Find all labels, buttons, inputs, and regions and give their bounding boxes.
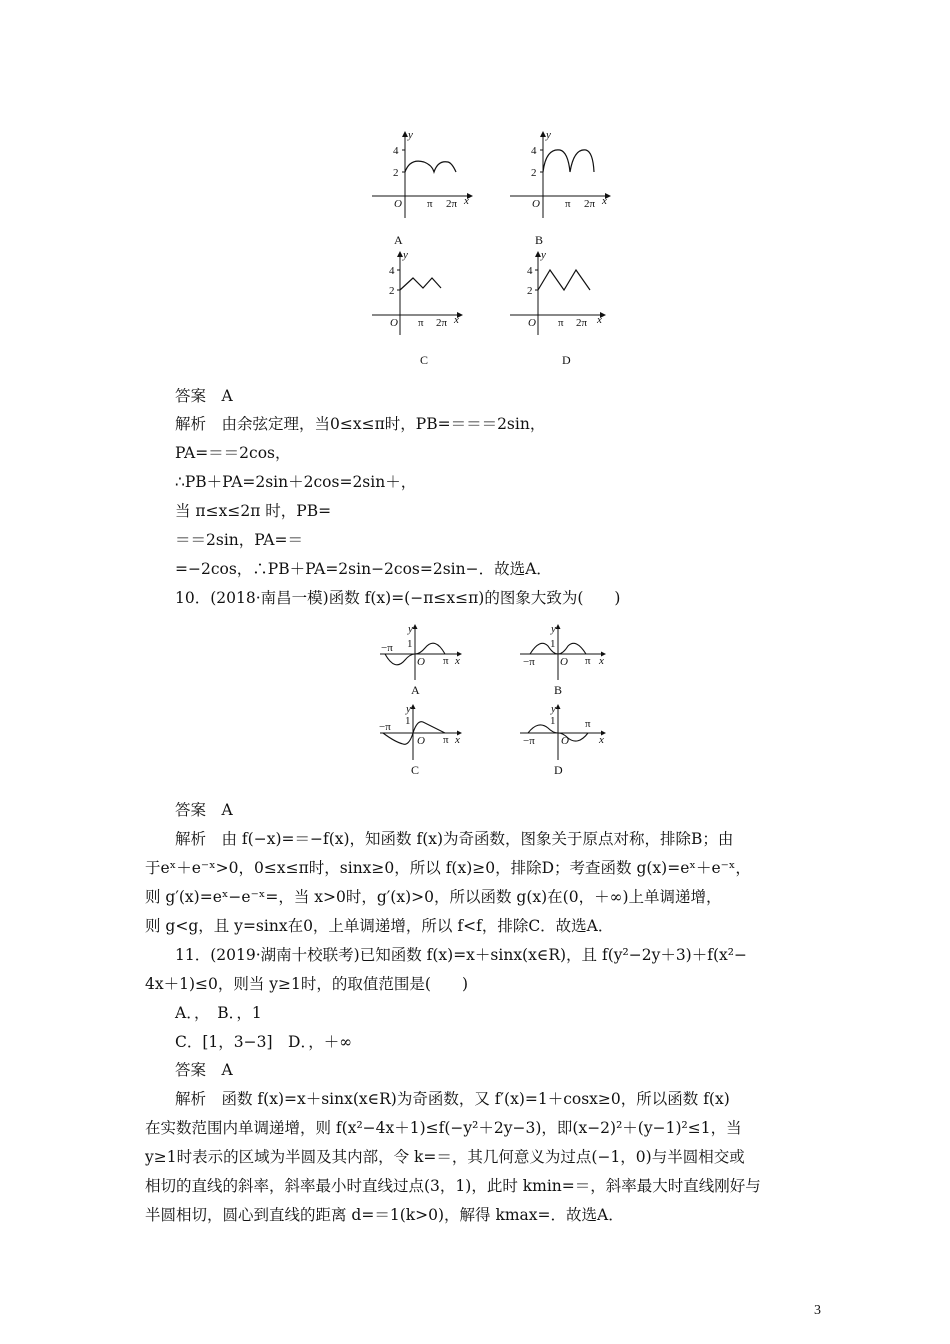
tick-4: 4 (531, 145, 537, 157)
tick-2pi: 2π (576, 317, 588, 329)
analysis-11-line-4: 相切的直线的斜率，斜率最小时直线过点(3，1)，此时 kmin=＝，斜率最大时直线刚好与 (145, 1177, 761, 1195)
question-11-line-1: 11．(2019·湖南十校联考)已知函数 f(x)=x＋sinx(x∈R)，且 f(y²−2y＋3)＋f(x²− (175, 946, 747, 964)
axis-x-label: x (602, 195, 607, 207)
origin-label: O (417, 656, 425, 668)
axis-y-label: y (551, 623, 556, 635)
axis-x-label: x (454, 314, 459, 326)
answer-9: 答案 A (175, 387, 233, 405)
axis-x-label: x (455, 734, 460, 746)
axis-y-label: y (546, 129, 551, 141)
tick-one: 1 (550, 638, 556, 650)
tick-2: 2 (393, 167, 399, 179)
tick-4: 4 (527, 265, 533, 277)
tick-2: 2 (389, 285, 395, 297)
caption-d: D (562, 353, 571, 367)
origin-label: O (390, 317, 398, 329)
axis-y-label: y (408, 129, 413, 141)
tick-2pi: 2π (436, 317, 448, 329)
axis-y-label: y (541, 249, 546, 261)
origin-label: O (532, 198, 540, 210)
origin-label: O (528, 317, 536, 329)
analysis-11-line-1: 解析 函数 f(x)=x＋sinx(x∈R)为奇函数，又 f′(x)=1＋cosx≥0，所以函数 f(x) (175, 1090, 730, 1108)
page-number: 3 (814, 1303, 821, 1318)
choices-c-d: C．[1，3−3] D．，＋∞ (175, 1033, 353, 1051)
origin-label: O (394, 198, 402, 210)
analysis-9-line-2: PA=＝＝2cos， (175, 444, 291, 462)
graph-c (372, 252, 462, 335)
answer-10: 答案 A (175, 801, 233, 819)
analysis-10-line-3: 则 g′(x)=eˣ−e⁻ˣ=，当 x>0时，g′(x)>0，所以函数 g(x)在(0，＋∞)上单调递增， (145, 888, 722, 906)
axis-x-label: x (597, 314, 602, 326)
tick-2: 2 (527, 285, 533, 297)
graph-b (520, 625, 605, 680)
tick-pi: π (427, 198, 433, 210)
analysis-9-line-5: ＝＝2sin，PA=＝ (175, 531, 303, 549)
figure-graphs-problem-9 (360, 120, 620, 370)
analysis-9-line-4: 当 π≤x≤2π 时，PB= (175, 502, 332, 520)
axis-x-label: x (455, 655, 460, 667)
caption-b: B (535, 233, 544, 247)
question-11-line-2: 4x＋1)≤0，则当 y≥1时，的取值范围是( ) (145, 975, 468, 993)
choices-a-b: A．， B．，1 (175, 1004, 262, 1022)
tick-4: 4 (393, 145, 399, 157)
axis-x-label: x (599, 734, 604, 746)
origin-label: O (417, 735, 425, 747)
tick-neg-pi: −π (379, 721, 391, 733)
analysis-10-line-4: 则 g<g，且 y=sinx在0，上单调递增，所以 f<f，排除C．故选A． (145, 917, 614, 935)
tick-4: 4 (389, 265, 395, 277)
axis-y-label: y (406, 703, 411, 715)
graph-c (380, 705, 461, 760)
axis-x-label: x (599, 655, 604, 667)
analysis-11-line-2: 在实数范围内单调递增，则 f(x²−4x＋1)≤f(−y²＋2y−3)，即(x−2)²＋(y−1)²≤1，当 (145, 1119, 742, 1137)
tick-pi: π (585, 718, 591, 730)
analysis-9-line-6: =−2cos，∴PB＋PA=2sin−2cos=2sin−．故选A． (175, 560, 552, 578)
tick-pi: π (585, 655, 591, 667)
analysis-11-line-5: 半圆相切，圆心到直线的距离 d=＝1(k>0)，解得 kmax=．故选A． (145, 1206, 624, 1224)
tick-pi: π (418, 317, 424, 329)
tick-2pi: 2π (446, 198, 458, 210)
tick-neg-pi: −π (523, 656, 535, 668)
origin-label: O (560, 656, 568, 668)
origin-label: O (561, 735, 569, 747)
analysis-10-line-1: 解析 由 f(−x)=＝−f(x)，知函数 f(x)为奇函数，图象关于原点对称，排除B；由 (175, 830, 734, 848)
caption-c: C (411, 763, 420, 777)
caption-d: D (554, 763, 563, 777)
caption-a: A (394, 233, 403, 247)
analysis-10-line-2: 于eˣ＋e⁻ˣ>0，0≤x≤π时，sinx≥0，所以 f(x)≥0，排除D；考查函数 g(x)=eˣ＋e⁻ˣ， (145, 859, 751, 877)
caption-b: B (554, 683, 563, 697)
axis-y-label: y (403, 249, 408, 261)
analysis-9-line-1: 解析 由余弦定理，当0≤x≤π时，PB=＝＝＝2sin， (175, 415, 546, 433)
tick-one: 1 (405, 715, 411, 727)
tick-pi: π (443, 734, 449, 746)
tick-pi: π (565, 198, 571, 210)
tick-pi: π (558, 317, 564, 329)
tick-pi: π (443, 655, 449, 667)
question-10: 10．(2018·南昌一模)函数 f(x)=(−π≤x≤π)的图象大致为( ) (175, 589, 621, 607)
analysis-11-line-3: y≥1时表示的区域为半圆及其内部，令 k=＝，其几何意义为过点(−1，0)与半圆相交或 (145, 1148, 745, 1166)
tick-one: 1 (407, 638, 413, 650)
analysis-9-line-3: ∴PB＋PA=2sin＋2cos=2sin＋， (175, 473, 417, 491)
graph-d (520, 705, 605, 760)
axis-y-label: y (408, 623, 413, 635)
figure-graphs-problem-10 (375, 620, 615, 780)
caption-a: A (411, 683, 420, 697)
tick-neg-pi: −π (523, 735, 535, 747)
tick-neg-pi: −π (381, 642, 393, 654)
axis-x-label: x (464, 195, 469, 207)
answer-11: 答案 A (175, 1061, 233, 1079)
tick-one: 1 (550, 715, 556, 727)
tick-2: 2 (531, 167, 537, 179)
caption-c: C (420, 353, 429, 367)
tick-2pi: 2π (584, 198, 596, 210)
axis-y-label: y (551, 703, 556, 715)
